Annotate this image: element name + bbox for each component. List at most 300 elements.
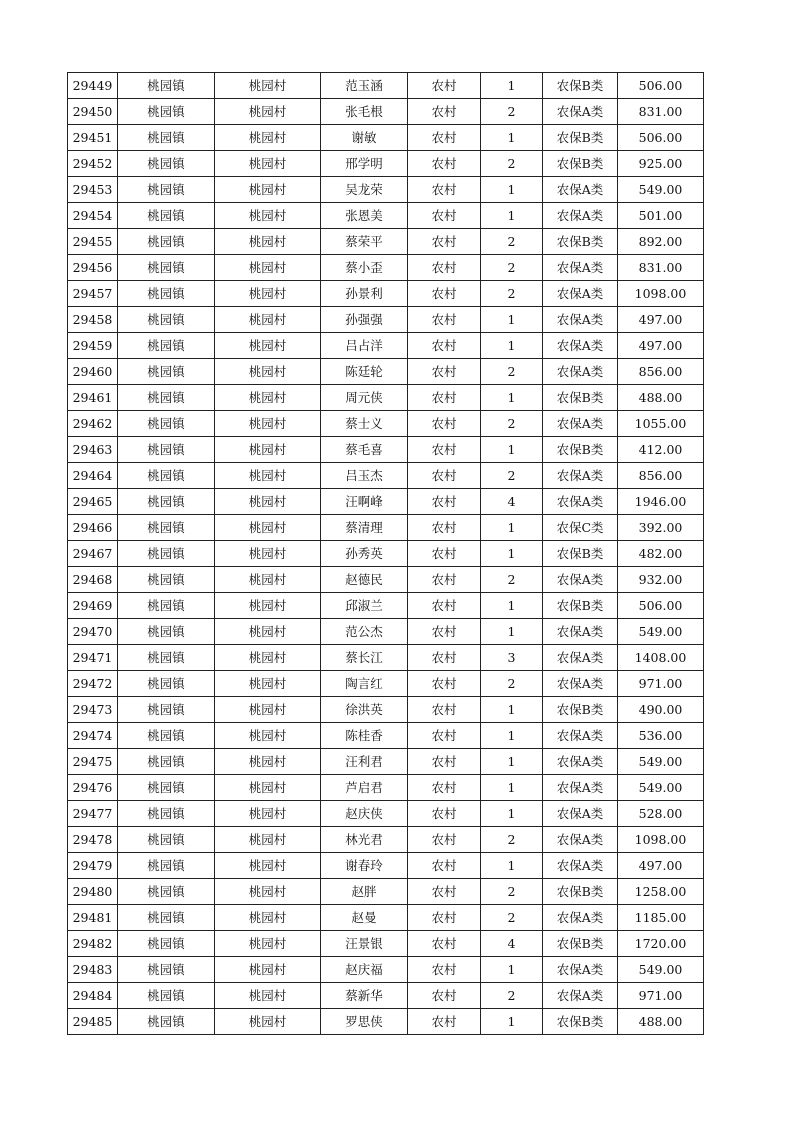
row-number: 29460 (68, 359, 118, 385)
row-number: 29478 (68, 827, 118, 853)
category-cell: 农保B类 (543, 697, 618, 723)
row-number: 29485 (68, 1009, 118, 1035)
village-cell: 桃园村 (215, 281, 321, 307)
row-number: 29479 (68, 853, 118, 879)
amount-cell: 549.00 (618, 775, 704, 801)
household-size-cell: 1 (481, 593, 543, 619)
table-row (68, 931, 704, 957)
name-cell: 汪利君 (321, 749, 408, 775)
name-cell: 谢敏 (321, 125, 408, 151)
town-cell: 桃园镇 (118, 879, 215, 905)
area-type-cell: 农村 (408, 827, 481, 853)
category-cell: 农保B类 (543, 151, 618, 177)
town-cell: 桃园镇 (118, 749, 215, 775)
row-number: 29451 (68, 125, 118, 151)
town-cell: 桃园镇 (118, 489, 215, 515)
town-cell: 桃园镇 (118, 1009, 215, 1035)
amount-cell: 392.00 (618, 515, 704, 541)
household-size-cell: 1 (481, 333, 543, 359)
row-number: 29474 (68, 723, 118, 749)
household-size-cell: 2 (481, 255, 543, 281)
name-cell: 邱淑兰 (321, 593, 408, 619)
village-cell: 桃园村 (215, 125, 321, 151)
name-cell: 赵德民 (321, 567, 408, 593)
area-type-cell: 农村 (408, 515, 481, 541)
category-cell: 农保A类 (543, 489, 618, 515)
area-type-cell: 农村 (408, 957, 481, 983)
row-number: 29475 (68, 749, 118, 775)
row-number: 29473 (68, 697, 118, 723)
village-cell: 桃园村 (215, 229, 321, 255)
village-cell: 桃园村 (215, 957, 321, 983)
name-cell: 吴龙荣 (321, 177, 408, 203)
village-cell: 桃园村 (215, 463, 321, 489)
category-cell: 农保B类 (543, 593, 618, 619)
town-cell: 桃园镇 (118, 463, 215, 489)
roster-body (68, 73, 704, 1035)
area-type-cell: 农村 (408, 541, 481, 567)
category-cell: 农保A类 (543, 99, 618, 125)
town-cell: 桃园镇 (118, 957, 215, 983)
household-size-cell: 4 (481, 489, 543, 515)
household-size-cell: 2 (481, 359, 543, 385)
village-cell: 桃园村 (215, 489, 321, 515)
amount-cell: 412.00 (618, 437, 704, 463)
name-cell: 陈廷轮 (321, 359, 408, 385)
village-cell: 桃园村 (215, 645, 321, 671)
town-cell: 桃园镇 (118, 983, 215, 1009)
town-cell: 桃园镇 (118, 203, 215, 229)
name-cell: 蔡清理 (321, 515, 408, 541)
table-row (68, 567, 704, 593)
name-cell: 赵胖 (321, 879, 408, 905)
row-number: 29461 (68, 385, 118, 411)
amount-cell: 1185.00 (618, 905, 704, 931)
table-row (68, 359, 704, 385)
row-number: 29482 (68, 931, 118, 957)
village-cell: 桃园村 (215, 515, 321, 541)
table-row (68, 619, 704, 645)
row-number: 29463 (68, 437, 118, 463)
category-cell: 农保B类 (543, 385, 618, 411)
name-cell: 汪啊峰 (321, 489, 408, 515)
area-type-cell: 农村 (408, 463, 481, 489)
town-cell: 桃园镇 (118, 723, 215, 749)
village-cell: 桃园村 (215, 931, 321, 957)
household-size-cell: 1 (481, 853, 543, 879)
town-cell: 桃园镇 (118, 697, 215, 723)
table-row (68, 463, 704, 489)
name-cell: 蔡新华 (321, 983, 408, 1009)
name-cell: 蔡毛喜 (321, 437, 408, 463)
village-cell: 桃园村 (215, 749, 321, 775)
name-cell: 谢春玲 (321, 853, 408, 879)
household-size-cell: 1 (481, 177, 543, 203)
household-size-cell: 1 (481, 749, 543, 775)
amount-cell: 1258.00 (618, 879, 704, 905)
town-cell: 桃园镇 (118, 229, 215, 255)
name-cell: 吕占洋 (321, 333, 408, 359)
household-size-cell: 1 (481, 1009, 543, 1035)
area-type-cell: 农村 (408, 905, 481, 931)
row-number: 29467 (68, 541, 118, 567)
area-type-cell: 农村 (408, 307, 481, 333)
category-cell: 农保A类 (543, 567, 618, 593)
name-cell: 陶言红 (321, 671, 408, 697)
amount-cell: 971.00 (618, 983, 704, 1009)
category-cell: 农保B类 (543, 437, 618, 463)
village-cell: 桃园村 (215, 73, 321, 99)
category-cell: 农保A类 (543, 307, 618, 333)
category-cell: 农保C类 (543, 515, 618, 541)
household-size-cell: 2 (481, 411, 543, 437)
table-row (68, 775, 704, 801)
category-cell: 农保B类 (543, 879, 618, 905)
area-type-cell: 农村 (408, 437, 481, 463)
category-cell: 农保A类 (543, 827, 618, 853)
name-cell: 蔡小歪 (321, 255, 408, 281)
town-cell: 桃园镇 (118, 177, 215, 203)
category-cell: 农保B类 (543, 125, 618, 151)
household-size-cell: 2 (481, 879, 543, 905)
amount-cell: 1098.00 (618, 827, 704, 853)
name-cell: 吕玉杰 (321, 463, 408, 489)
name-cell: 孙景利 (321, 281, 408, 307)
area-type-cell: 农村 (408, 879, 481, 905)
amount-cell: 506.00 (618, 73, 704, 99)
amount-cell: 549.00 (618, 749, 704, 775)
household-size-cell: 1 (481, 437, 543, 463)
area-type-cell: 农村 (408, 125, 481, 151)
table-row (68, 541, 704, 567)
amount-cell: 549.00 (618, 619, 704, 645)
table-row (68, 333, 704, 359)
name-cell: 徐洪英 (321, 697, 408, 723)
category-cell: 农保A类 (543, 281, 618, 307)
town-cell: 桃园镇 (118, 619, 215, 645)
table-row (68, 229, 704, 255)
town-cell: 桃园镇 (118, 307, 215, 333)
village-cell: 桃园村 (215, 255, 321, 281)
village-cell: 桃园村 (215, 437, 321, 463)
row-number: 29483 (68, 957, 118, 983)
table-row (68, 697, 704, 723)
category-cell: 农保B类 (543, 229, 618, 255)
village-cell: 桃园村 (215, 671, 321, 697)
table-row (68, 801, 704, 827)
household-size-cell: 2 (481, 671, 543, 697)
area-type-cell: 农村 (408, 73, 481, 99)
table-row (68, 879, 704, 905)
category-cell: 农保A类 (543, 905, 618, 931)
household-size-cell: 4 (481, 931, 543, 957)
area-type-cell: 农村 (408, 411, 481, 437)
amount-cell: 1720.00 (618, 931, 704, 957)
town-cell: 桃园镇 (118, 853, 215, 879)
table-row (68, 853, 704, 879)
town-cell: 桃园镇 (118, 593, 215, 619)
table-row (68, 385, 704, 411)
amount-cell: 1055.00 (618, 411, 704, 437)
village-cell: 桃园村 (215, 359, 321, 385)
category-cell: 农保A类 (543, 957, 618, 983)
name-cell: 陈桂香 (321, 723, 408, 749)
table-row (68, 983, 704, 1009)
name-cell: 张恩美 (321, 203, 408, 229)
amount-cell: 488.00 (618, 1009, 704, 1035)
household-size-cell: 1 (481, 619, 543, 645)
village-cell: 桃园村 (215, 203, 321, 229)
area-type-cell: 农村 (408, 593, 481, 619)
household-size-cell: 2 (481, 151, 543, 177)
name-cell: 孙强强 (321, 307, 408, 333)
row-number: 29464 (68, 463, 118, 489)
roster-table (67, 72, 704, 1035)
town-cell: 桃园镇 (118, 905, 215, 931)
household-size-cell: 1 (481, 957, 543, 983)
town-cell: 桃园镇 (118, 801, 215, 827)
row-number: 29466 (68, 515, 118, 541)
row-number: 29454 (68, 203, 118, 229)
village-cell: 桃园村 (215, 775, 321, 801)
row-number: 29457 (68, 281, 118, 307)
table-row (68, 177, 704, 203)
town-cell: 桃园镇 (118, 827, 215, 853)
town-cell: 桃园镇 (118, 281, 215, 307)
village-cell: 桃园村 (215, 177, 321, 203)
name-cell: 蔡长江 (321, 645, 408, 671)
village-cell: 桃园村 (215, 567, 321, 593)
area-type-cell: 农村 (408, 281, 481, 307)
amount-cell: 482.00 (618, 541, 704, 567)
amount-cell: 932.00 (618, 567, 704, 593)
amount-cell: 831.00 (618, 99, 704, 125)
amount-cell: 549.00 (618, 177, 704, 203)
household-size-cell: 1 (481, 203, 543, 229)
area-type-cell: 农村 (408, 1009, 481, 1035)
town-cell: 桃园镇 (118, 73, 215, 99)
name-cell: 范玉涵 (321, 73, 408, 99)
area-type-cell: 农村 (408, 255, 481, 281)
area-type-cell: 农村 (408, 775, 481, 801)
amount-cell: 497.00 (618, 853, 704, 879)
village-cell: 桃园村 (215, 593, 321, 619)
area-type-cell: 农村 (408, 229, 481, 255)
category-cell: 农保A类 (543, 671, 618, 697)
table-row (68, 905, 704, 931)
category-cell: 农保A类 (543, 801, 618, 827)
table-row (68, 593, 704, 619)
amount-cell: 528.00 (618, 801, 704, 827)
village-cell: 桃园村 (215, 1009, 321, 1035)
area-type-cell: 农村 (408, 567, 481, 593)
row-number: 29469 (68, 593, 118, 619)
amount-cell: 892.00 (618, 229, 704, 255)
area-type-cell: 农村 (408, 645, 481, 671)
amount-cell: 1098.00 (618, 281, 704, 307)
row-number: 29453 (68, 177, 118, 203)
village-cell: 桃园村 (215, 983, 321, 1009)
village-cell: 桃园村 (215, 801, 321, 827)
town-cell: 桃园镇 (118, 671, 215, 697)
village-cell: 桃园村 (215, 385, 321, 411)
town-cell: 桃园镇 (118, 151, 215, 177)
category-cell: 农保A类 (543, 359, 618, 385)
area-type-cell: 农村 (408, 801, 481, 827)
town-cell: 桃园镇 (118, 385, 215, 411)
village-cell: 桃园村 (215, 879, 321, 905)
name-cell: 周元侠 (321, 385, 408, 411)
area-type-cell: 农村 (408, 151, 481, 177)
row-number: 29471 (68, 645, 118, 671)
household-size-cell: 2 (481, 229, 543, 255)
category-cell: 农保A类 (543, 619, 618, 645)
category-cell: 农保A类 (543, 645, 618, 671)
table-row (68, 99, 704, 125)
amount-cell: 1946.00 (618, 489, 704, 515)
row-number: 29455 (68, 229, 118, 255)
household-size-cell: 1 (481, 775, 543, 801)
row-number: 29480 (68, 879, 118, 905)
household-size-cell: 2 (481, 281, 543, 307)
village-cell: 桃园村 (215, 853, 321, 879)
household-size-cell: 1 (481, 73, 543, 99)
table-row (68, 489, 704, 515)
table-row (68, 749, 704, 775)
household-size-cell: 2 (481, 99, 543, 125)
area-type-cell: 农村 (408, 177, 481, 203)
area-type-cell: 农村 (408, 749, 481, 775)
table-row (68, 307, 704, 333)
village-cell: 桃园村 (215, 723, 321, 749)
table-row (68, 723, 704, 749)
town-cell: 桃园镇 (118, 437, 215, 463)
area-type-cell: 农村 (408, 489, 481, 515)
town-cell: 桃园镇 (118, 359, 215, 385)
area-type-cell: 农村 (408, 931, 481, 957)
area-type-cell: 农村 (408, 671, 481, 697)
area-type-cell: 农村 (408, 333, 481, 359)
category-cell: 农保A类 (543, 749, 618, 775)
town-cell: 桃园镇 (118, 411, 215, 437)
table-row (68, 411, 704, 437)
category-cell: 农保A类 (543, 203, 618, 229)
amount-cell: 488.00 (618, 385, 704, 411)
name-cell: 赵庆侠 (321, 801, 408, 827)
table-row (68, 203, 704, 229)
row-number: 29481 (68, 905, 118, 931)
row-number: 29456 (68, 255, 118, 281)
table-row (68, 515, 704, 541)
amount-cell: 856.00 (618, 359, 704, 385)
amount-cell: 831.00 (618, 255, 704, 281)
area-type-cell: 农村 (408, 99, 481, 125)
name-cell: 蔡士义 (321, 411, 408, 437)
category-cell: 农保A类 (543, 333, 618, 359)
area-type-cell: 农村 (408, 853, 481, 879)
row-number: 29450 (68, 99, 118, 125)
amount-cell: 1408.00 (618, 645, 704, 671)
village-cell: 桃园村 (215, 905, 321, 931)
village-cell: 桃园村 (215, 99, 321, 125)
category-cell: 农保B类 (543, 541, 618, 567)
name-cell: 范公杰 (321, 619, 408, 645)
amount-cell: 971.00 (618, 671, 704, 697)
table-row (68, 281, 704, 307)
area-type-cell: 农村 (408, 619, 481, 645)
table-row (68, 827, 704, 853)
town-cell: 桃园镇 (118, 99, 215, 125)
name-cell: 张毛根 (321, 99, 408, 125)
household-size-cell: 2 (481, 905, 543, 931)
area-type-cell: 农村 (408, 983, 481, 1009)
village-cell: 桃园村 (215, 827, 321, 853)
household-size-cell: 1 (481, 541, 543, 567)
area-type-cell: 农村 (408, 697, 481, 723)
amount-cell: 925.00 (618, 151, 704, 177)
household-size-cell: 2 (481, 567, 543, 593)
town-cell: 桃园镇 (118, 255, 215, 281)
category-cell: 农保A类 (543, 411, 618, 437)
row-number: 29458 (68, 307, 118, 333)
table-row (68, 671, 704, 697)
name-cell: 罗思侠 (321, 1009, 408, 1035)
name-cell: 赵庆福 (321, 957, 408, 983)
amount-cell: 536.00 (618, 723, 704, 749)
name-cell: 林光君 (321, 827, 408, 853)
household-size-cell: 3 (481, 645, 543, 671)
amount-cell: 856.00 (618, 463, 704, 489)
household-size-cell: 2 (481, 827, 543, 853)
row-number: 29465 (68, 489, 118, 515)
category-cell: 农保B类 (543, 1009, 618, 1035)
town-cell: 桃园镇 (118, 931, 215, 957)
town-cell: 桃园镇 (118, 515, 215, 541)
household-size-cell: 1 (481, 307, 543, 333)
category-cell: 农保B类 (543, 73, 618, 99)
village-cell: 桃园村 (215, 697, 321, 723)
row-number: 29472 (68, 671, 118, 697)
table-row (68, 1009, 704, 1035)
name-cell: 汪景银 (321, 931, 408, 957)
village-cell: 桃园村 (215, 619, 321, 645)
table-row (68, 125, 704, 151)
category-cell: 农保A类 (543, 177, 618, 203)
name-cell: 赵曼 (321, 905, 408, 931)
amount-cell: 490.00 (618, 697, 704, 723)
category-cell: 农保B类 (543, 931, 618, 957)
village-cell: 桃园村 (215, 541, 321, 567)
amount-cell: 501.00 (618, 203, 704, 229)
village-cell: 桃园村 (215, 411, 321, 437)
category-cell: 农保A类 (543, 255, 618, 281)
household-size-cell: 1 (481, 515, 543, 541)
name-cell: 邢学明 (321, 151, 408, 177)
category-cell: 农保A类 (543, 463, 618, 489)
household-size-cell: 1 (481, 697, 543, 723)
table-row (68, 73, 704, 99)
town-cell: 桃园镇 (118, 125, 215, 151)
area-type-cell: 农村 (408, 203, 481, 229)
town-cell: 桃园镇 (118, 333, 215, 359)
household-size-cell: 1 (481, 125, 543, 151)
amount-cell: 506.00 (618, 125, 704, 151)
row-number: 29459 (68, 333, 118, 359)
category-cell: 农保A类 (543, 775, 618, 801)
household-size-cell: 1 (481, 801, 543, 827)
row-number: 29470 (68, 619, 118, 645)
household-size-cell: 1 (481, 723, 543, 749)
